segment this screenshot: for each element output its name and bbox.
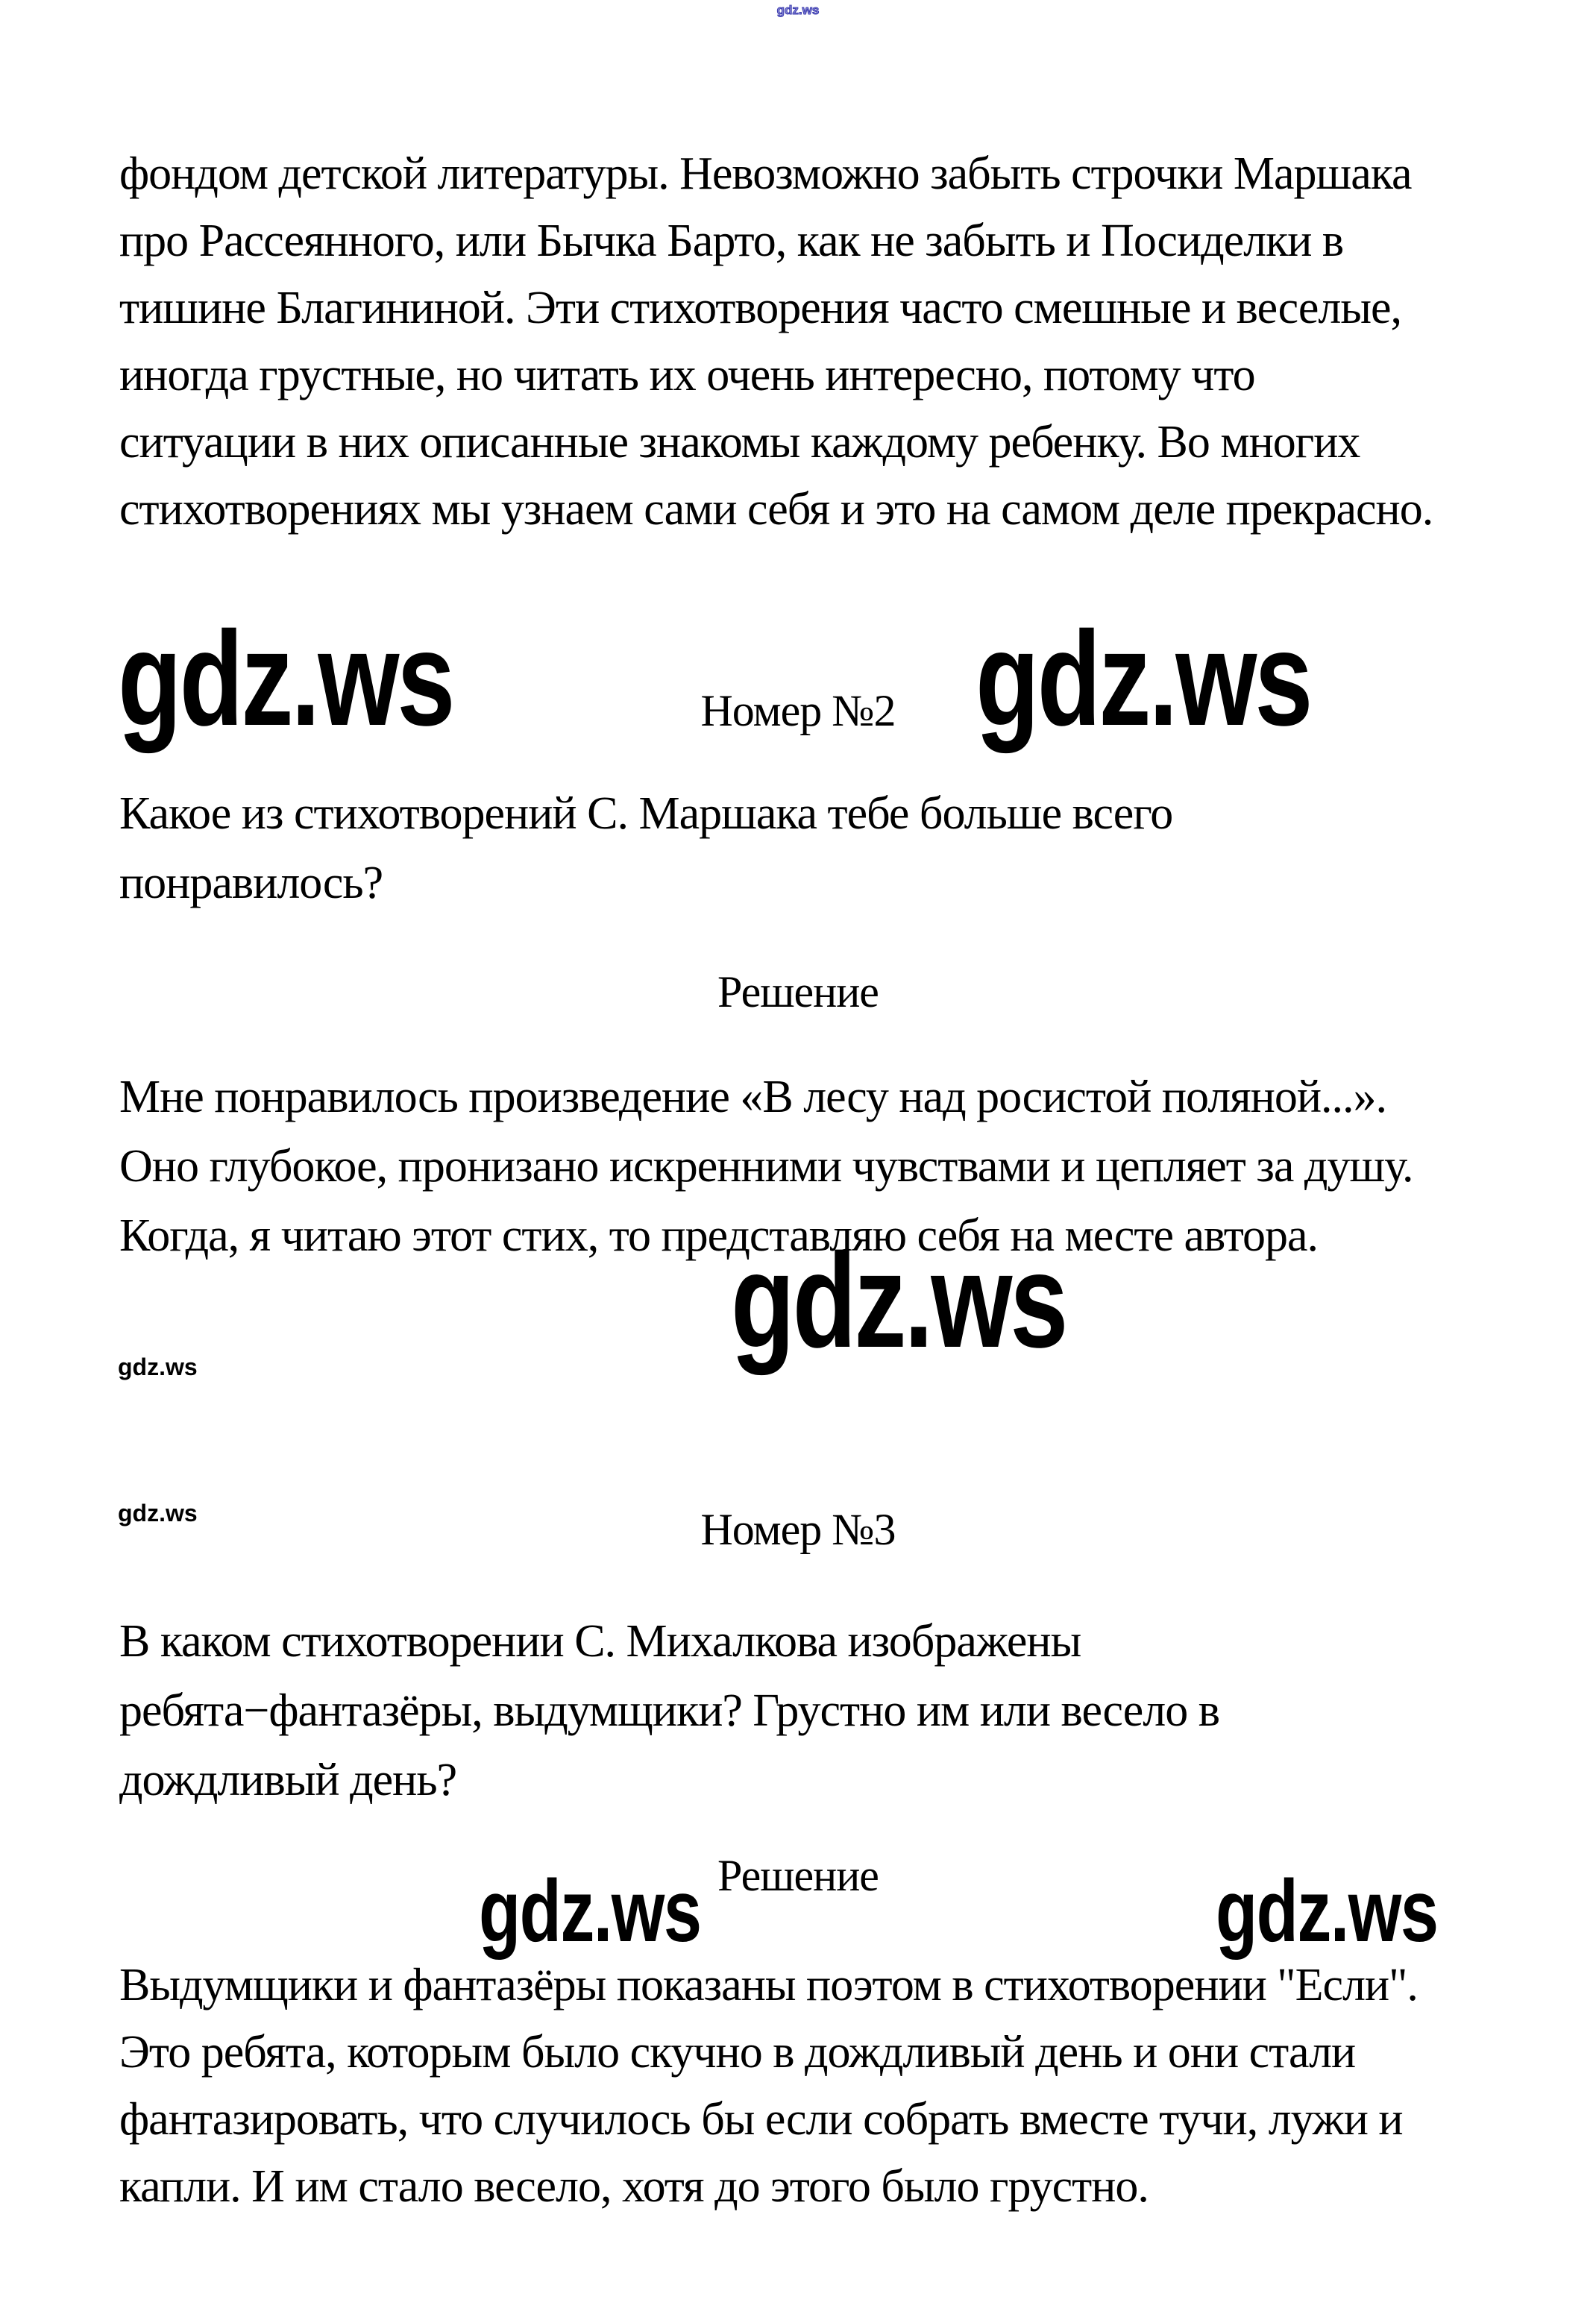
task2-question — [119, 779, 1172, 918]
task2-answer-line: Мне понравилось произведение «В лесу над росистой поляной...». — [119, 1072, 1387, 1122]
gdzws-watermark-top: gdz.ws — [776, 3, 820, 17]
gdzws-watermark-medium-right: gdz.ws — [1216, 1862, 1438, 1961]
task3-question-line: В каком стихотворении С. Михалкова изображены — [119, 1616, 1081, 1667]
task3-question-line: дождливый день? — [119, 1755, 457, 1805]
gdzws-watermark-small-1: gdz.ws — [118, 1353, 198, 1380]
gdzws-watermark-big-left: gdz.ws — [118, 604, 453, 754]
gdzws-watermark-big-right: gdz.ws — [975, 604, 1311, 754]
task3-answer-line: фантазировать, что случилось бы если собрать вместе тучи, лужи и — [119, 2094, 1403, 2145]
task2-answer-line: Когда, я читаю этот стих, то представляю себя на месте автора. — [119, 1210, 1319, 1261]
task3-answer-line: Выдумщики и фантазёры показаны поэтом в стихотворении "Если". — [119, 1960, 1418, 2010]
gdzws-watermark-small-2: gdz.ws — [118, 1500, 198, 1527]
task2-header: Номер №2 — [700, 686, 896, 735]
intro-line: тишине Благининой. Эти стихотворения часто смешные и веселые, — [119, 283, 1402, 333]
task3-solution-label: Решение — [717, 1851, 879, 1900]
task2-question-line: Какое из стихотворений С. Маршака тебе больше всего — [119, 788, 1173, 839]
task2-question-line: понравилось? — [119, 858, 383, 908]
intro-paragraph — [119, 140, 1433, 543]
task3-question — [119, 1607, 1219, 1815]
intro-line: фондом детской литературы. Невозможно забыть строчки Маршака — [119, 148, 1412, 199]
task2-answer-line: Оно глубокое, пронизано искренними чувствами и цепляет за душу. — [119, 1141, 1413, 1192]
gdzws-watermark-big-center: gdz.ws — [731, 1226, 1066, 1376]
intro-line: стихотворениях мы узнаем сами себя и это на самом деле прекрасно. — [119, 484, 1433, 535]
task3-question-line: ребята−фантазёры, выдумщики? Грустно им или весело в — [119, 1685, 1220, 1736]
gdzws-watermark-medium-left: gdz.ws — [479, 1862, 701, 1961]
task3-answer — [119, 1952, 1418, 2220]
task3-header: Номер №3 — [700, 1505, 896, 1554]
task3-answer-line: капли. И им стало весело, хотя до этого было грустно. — [119, 2161, 1149, 2212]
intro-line: про Рассеянного, или Бычка Барто, как не забыть и Посиделки в — [119, 216, 1344, 266]
intro-line: ситуации в них описанные знакомы каждому ребенку. Во многих — [119, 417, 1360, 468]
intro-line: иногда грустные, но читать их очень интересно, потому что — [119, 350, 1255, 400]
task3-answer-line: Это ребята, которым было скучно в дождливый день и они стали — [119, 2027, 1356, 2078]
task2-solution-label: Решение — [717, 967, 879, 1016]
